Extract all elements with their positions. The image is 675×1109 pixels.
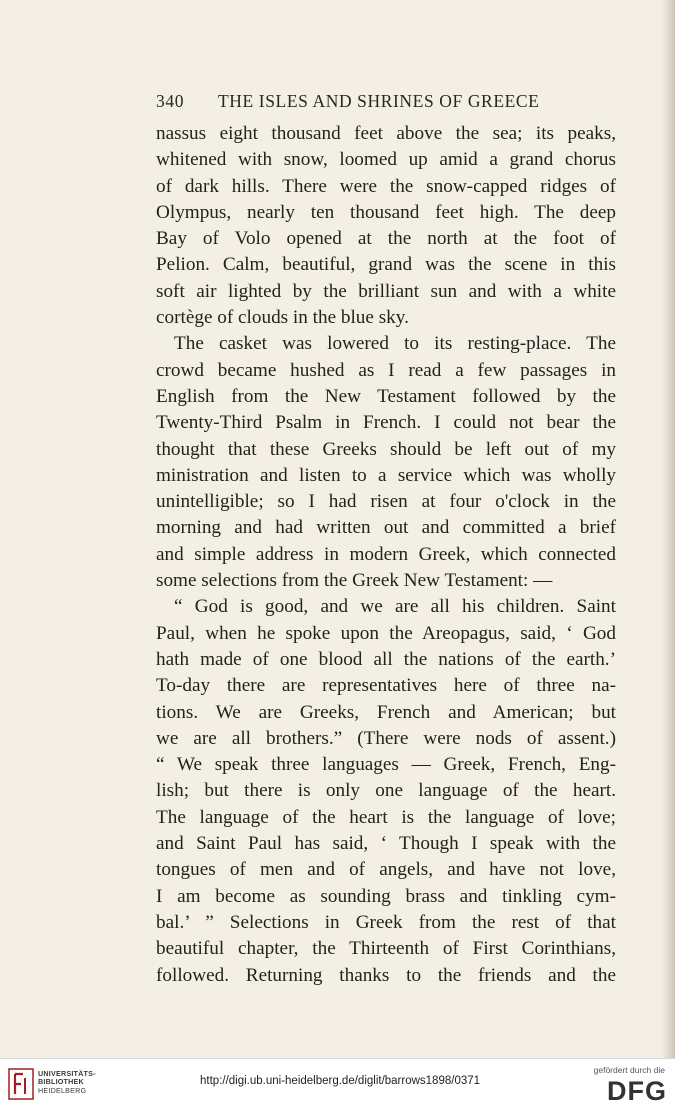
library-name-line: BIBLIOTHEK xyxy=(38,1077,84,1087)
text-line: The language of the heart is the language of love; xyxy=(156,806,616,828)
text-line: we are all brothers.” (There were nods of assent.) xyxy=(156,727,616,749)
text-line: beautiful chapter, the Thirteenth of First Corinthians, xyxy=(156,938,616,960)
page-header xyxy=(156,91,616,115)
text-line: cortège of clouds in the blue sky. xyxy=(156,307,409,329)
text-line: English from the New Testament followed by the xyxy=(156,385,616,407)
text-line: nassus eight thousand feet above the sea; its peaks, xyxy=(156,123,616,144)
text-line: Paul, when he spoke upon the Areopagus, said, ‘ God xyxy=(156,622,616,644)
library-logo-icon xyxy=(8,1068,34,1100)
viewer-footer xyxy=(0,1058,675,1109)
text-line: lish; but there is only one language of the heart. xyxy=(156,780,616,802)
funding-caption: gefördert durch die xyxy=(593,1065,665,1075)
text-line: hath made of one blood all the nations of the earth.’ xyxy=(156,648,616,670)
page-number: 340 xyxy=(156,91,185,111)
permalink-url[interactable]: http://digi.ub.uni-heidelberg.de/diglit/barrows1898/0371 xyxy=(200,1075,481,1087)
text-line: some selections from the Greek New Testament: — xyxy=(156,570,553,592)
text-line: To-day there are representatives here of three na- xyxy=(156,675,616,697)
text-line: crowd became hushed as I read a few passages in xyxy=(156,359,616,381)
text-line: followed. Returning thanks to the friends and the xyxy=(156,964,616,986)
text-line: unintelligible; so I had risen at four o'clock in the xyxy=(156,491,616,513)
library-name-line: UNIVERSITÄTS- xyxy=(38,1069,96,1078)
text-line: I am become as sounding brass and tinkling cym- xyxy=(156,885,616,907)
text-line: Bay of Volo opened at the north at the foot of xyxy=(156,228,616,250)
body-text xyxy=(156,121,616,989)
text-line: tongues of men and of angels, and have not love, xyxy=(156,859,616,881)
text-line: ministration and listen to a service which was wholly xyxy=(156,464,616,486)
text-line: bal.’ ” Selections in Greek from the rest of that xyxy=(156,911,616,933)
text-line: “ We speak three languages — Greek, French, Eng- xyxy=(156,754,616,776)
text-line: tions. We are Greeks, French and American; but xyxy=(156,701,616,723)
text-line: The casket was lowered to its resting-place. The xyxy=(174,333,616,355)
text-line: Olympus, nearly ten thousand feet high. The deep xyxy=(156,201,616,223)
text-line: “ God is good, and we are all his children. Saint xyxy=(174,596,616,618)
library-name xyxy=(38,1070,96,1095)
text-line: whitened with snow, loomed up amid a grand chorus xyxy=(156,149,616,171)
library-name-line: HEIDELBERG xyxy=(38,1085,87,1095)
text-line: of dark hills. There were the snow-capped ridges of xyxy=(156,175,616,197)
running-title: THE ISLES AND SHRINES OF GREECE xyxy=(218,91,540,111)
text-line: soft air lighted by the brilliant sun and with a white xyxy=(156,280,616,302)
text-line: Twenty-Third Psalm in French. I could not bear the xyxy=(156,412,616,434)
text-line: thought that these Greeks should be left out of my xyxy=(156,438,616,460)
dfg-logo: DFG xyxy=(607,1076,667,1106)
text-line: and Saint Paul has said, ‘ Though I speak with the xyxy=(156,833,616,855)
text-line: and simple address in modern Greek, which connected xyxy=(156,543,616,565)
text-line: Pelion. Calm, beautiful, grand was the scene in this xyxy=(156,254,616,276)
text-line: morning and had written out and committed a brief xyxy=(156,517,616,539)
